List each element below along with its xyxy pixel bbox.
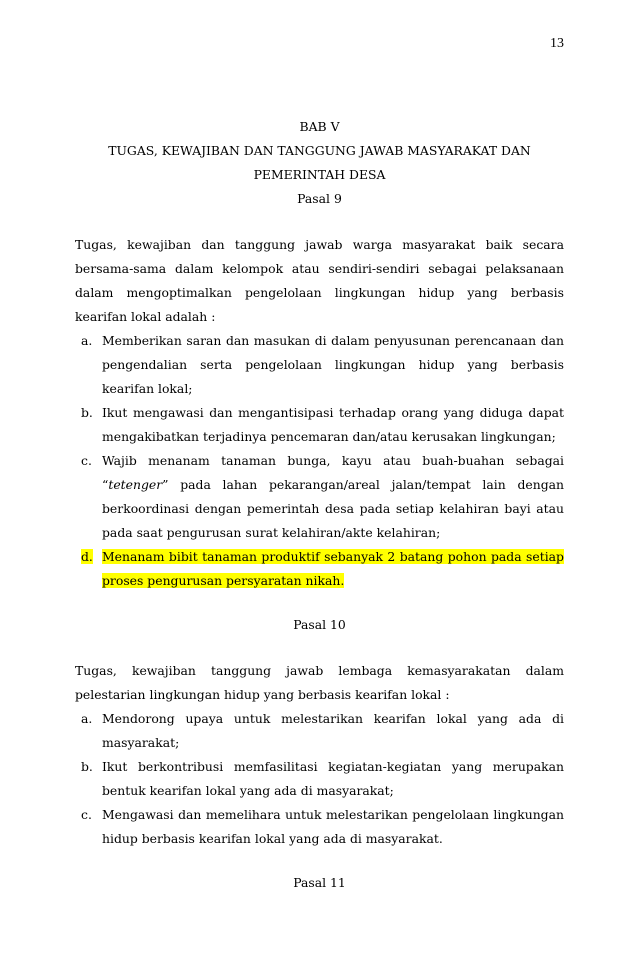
list-item-text: Ikut berkontribusi memfasilitasi kegiatan-kegiatan yang merupakan bentuk kearifan lokal yang ada di masyarakat; <box>102 759 564 798</box>
pasal-10-list <box>75 707 564 851</box>
list-item-text: Memberikan saran dan masukan di dalam penyusunan perencanaan dan pengendalian serta pengelolaan lingkungan hidup yang berbasis kearifan lokal; <box>102 333 564 396</box>
list-item-text: Mengawasi dan memelihara untuk melestarikan pengelolaan lingkungan hidup berbasis kearifan lokal yang ada di masyarakat. <box>102 807 564 846</box>
chapter-heading <box>75 115 564 211</box>
chapter-label: BAB V <box>299 119 340 134</box>
list-item-highlighted <box>75 545 564 593</box>
list-marker: a. <box>81 333 93 348</box>
document-body <box>75 115 564 917</box>
list-marker: a. <box>81 711 93 726</box>
pasal-10-heading: Pasal 10 <box>293 617 346 632</box>
list-marker: d. <box>81 549 93 564</box>
list-marker: b. <box>81 759 93 774</box>
pasal-9-intro: Tugas, kewajiban dan tanggung jawab warga masyarakat baik secara bersama-sama dalam kelompok atau sendiri-sendiri sebagai pelaksanaan dalam mengoptimalkan pengelolaan lingkungan hidup yang berbasis kearifan lokal adalah : <box>75 237 564 324</box>
list-item-text <box>102 449 564 545</box>
chapter-title-line-2: PEMERINTAH DESA <box>253 167 386 182</box>
pasal-11-heading: Pasal 11 <box>293 875 346 890</box>
page-number: 13 <box>550 36 564 51</box>
list-item <box>75 329 564 401</box>
list-item <box>75 803 564 851</box>
italic-term: tetenger <box>108 477 163 492</box>
list-item <box>75 449 564 545</box>
highlighted-text: Menanam bibit tanaman produktif sebanyak 2 batang pohon pada setiap proses pengurusan persyaratan nikah. <box>102 549 564 588</box>
list-item-text-before: Wajib menanam tanaman bunga, kayu atau buah-buahan sebagai “ <box>102 453 564 492</box>
list-item-text-after: ” pada lahan pekarangan/areal jalan/tempat lain dengan berkoordinasi dengan pemerintah desa pada setiap kelahiran bayi atau pada saat pengurusan surat kelahiran/akte kelahiran; <box>102 477 564 540</box>
list-item-text: Ikut mengawasi dan mengantisipasi terhadap orang yang diduga dapat mengakibatkan terjadinya pencemaran dan/atau kerusakan lingkungan; <box>102 405 564 444</box>
list-item <box>75 755 564 803</box>
pasal-10-intro: Tugas, kewajiban tanggung jawab lembaga kemasyarakatan dalam pelestarian lingkungan hidup yang berbasis kearifan lokal : <box>75 663 564 702</box>
list-item <box>75 707 564 755</box>
list-marker: b. <box>81 405 93 420</box>
pasal-9-heading: Pasal 9 <box>297 191 342 206</box>
chapter-title-line-1: TUGAS, KEWAJIBAN DAN TANGGUNG JAWAB MASYARAKAT DAN <box>108 143 531 158</box>
list-item <box>75 401 564 449</box>
list-marker: c. <box>81 807 92 822</box>
list-marker: c. <box>81 453 92 468</box>
list-item-text: Mendorong upaya untuk melestarikan kearifan lokal yang ada di masyarakat; <box>102 711 564 750</box>
pasal-9-list <box>75 329 564 593</box>
